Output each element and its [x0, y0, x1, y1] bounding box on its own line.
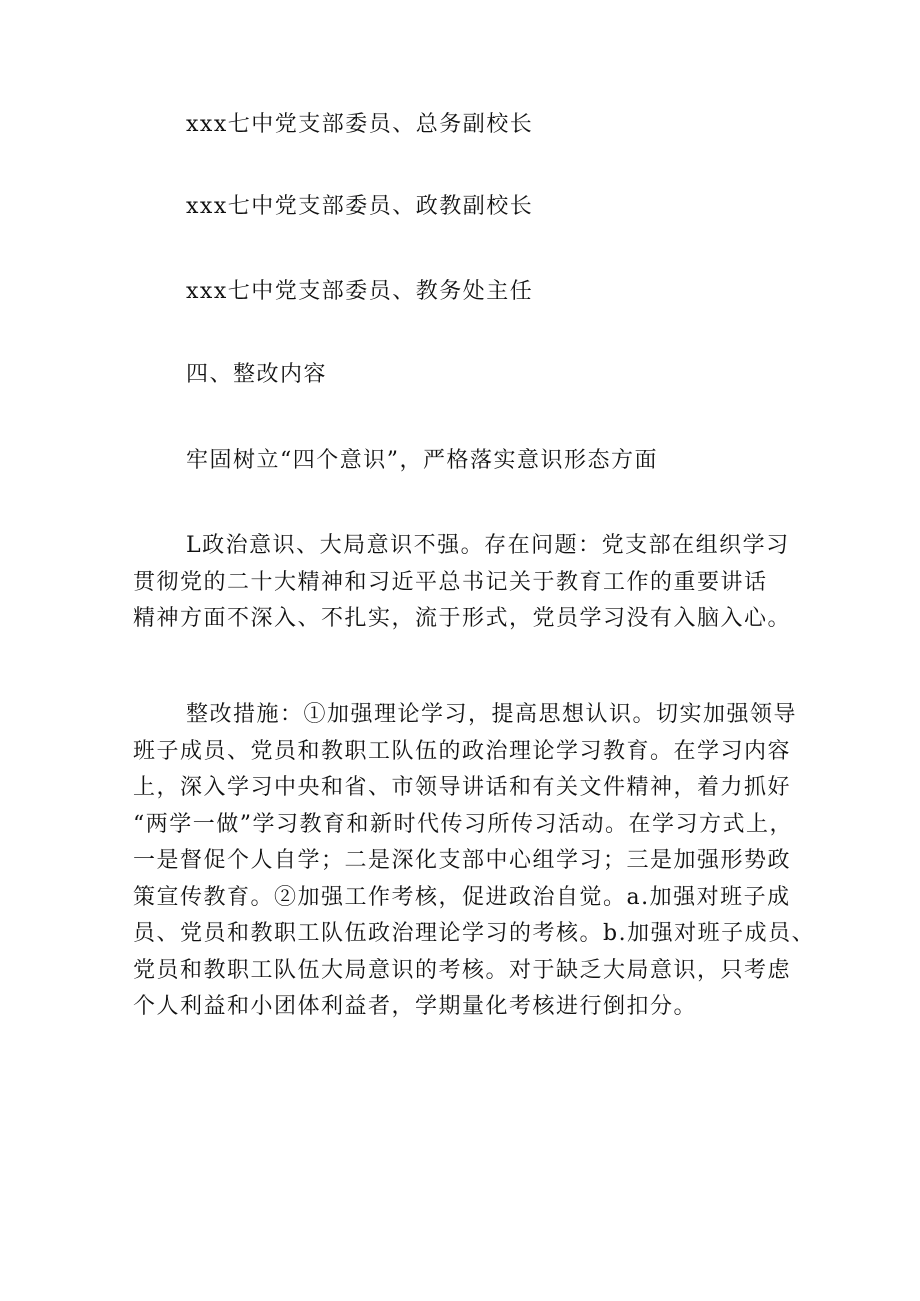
member-line-academic-affairs: xxx七中党支部委员、教务处主任: [186, 279, 534, 304]
paragraph-line: 精神方面不深入、不扎实，流于形式，党员学习没有入脑入心。: [133, 606, 792, 631]
measures-paragraph: [133, 697, 816, 1026]
paragraph-line: “两学一做”学习教育和新时代传习所传习活动。在学习方式上，: [133, 811, 793, 837]
subsection-heading-four-consciousness: 牢固树立“四个意识”，严格落实意识形态方面: [186, 448, 658, 473]
paragraph-line: 上，深入学习中央和省、市领导讲话和有关文件精神，着力抓好: [133, 775, 792, 800]
paragraph-line: 贯彻党的二十大精神和习近平总书记关于教育工作的重要讲话: [133, 569, 768, 595]
paragraph-line: 班子成员、党员和教职工队伍的政治理论学习教育。在学习内容: [133, 738, 792, 764]
section-heading-rectification-content: 四、整改内容: [186, 362, 328, 387]
paragraph-line: 一是督促个人自学；二是深化支部中心组学习；三是加强形势政: [133, 848, 792, 873]
paragraph-line: 个人利益和小团体利益者，学期量化考核进行倒扣分。: [133, 994, 698, 1019]
paragraph-line: 策宣传教育。②加强工作考核，促进政治自觉。a.加强对班子成: [133, 884, 791, 910]
paragraph-line: 员、党员和教职工队伍政治理论学习的考核。b.加强对班子成员、: [133, 921, 816, 946]
member-line-general-affairs: xxx七中党支部委员、总务副校长: [186, 112, 534, 137]
member-line-political-education: xxx七中党支部委员、政教副校长: [186, 194, 534, 219]
problem-paragraph: [133, 528, 797, 638]
paragraph-line: L政治意识、大局意识不强。存在问题：党支部在组织学习: [186, 533, 790, 558]
paragraph-line: 党员和教职工队伍大局意识的考核。对于缺乏大局意识，只考虑: [133, 957, 792, 983]
paragraph-line: 整改措施：①加强理论学习，提高思想认识。切实加强领导: [186, 702, 798, 727]
